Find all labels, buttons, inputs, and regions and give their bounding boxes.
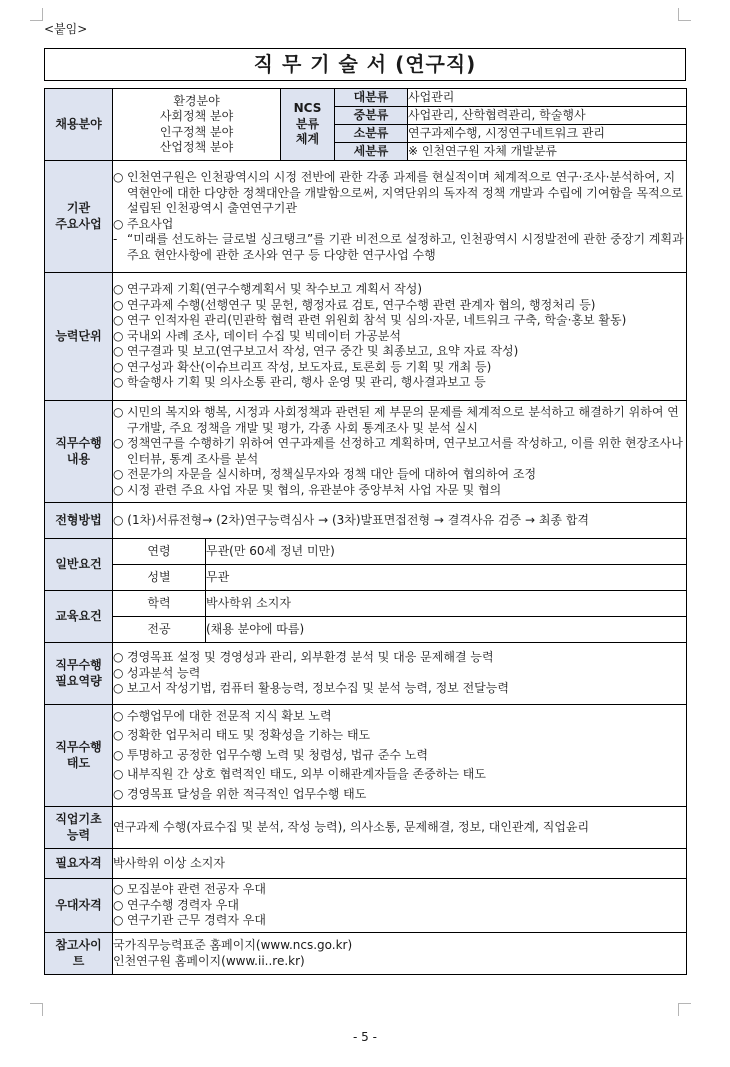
ncs-label: NCS 분류 체계 [281, 89, 335, 161]
crop-mark-bottom-right [678, 1003, 691, 1016]
selection-label: 전형방법 [45, 503, 113, 539]
attitude-content [113, 705, 687, 807]
general-label: 일반요건 [45, 539, 113, 591]
reference-content [113, 933, 687, 975]
duties-content [113, 401, 687, 503]
list-item: ○ 성과분석 능력 [113, 665, 201, 680]
ncs-middle-label: 중분류 [335, 107, 408, 125]
list-item: ○ 수행업무에 대한 전문적 지식 확보 노력 [113, 708, 332, 723]
preferred-label: 우대자격 [45, 879, 113, 933]
attitude-label: 직무수행 태도 [45, 705, 113, 807]
competence-row [45, 643, 687, 705]
gender-label: 성별 [113, 565, 206, 591]
basic-label: 직업기초 능력 [45, 807, 113, 849]
list-item: ○ 국내외 사례 조사, 데이터 수집 및 빅데이터 가공분석 [113, 328, 401, 343]
attachment-label: <붙임> [44, 22, 88, 36]
list-item: ○ 모집분야 관련 전공자 우대 [113, 882, 266, 897]
page-number: - 5 - [353, 1030, 377, 1044]
preferred-row [45, 879, 687, 933]
list-item: ○ 연구기관 근무 경력자 우대 [113, 913, 266, 928]
basic-row [45, 807, 687, 849]
list-item: ○ 정책연구를 수행하기 위하여 연구과제를 선정하고 계획하며, 연구보고서를 작성하고, 이를 위한 현장조사나 인터뷰, 통계 조사를 분석 [113, 436, 683, 466]
selection-row [45, 503, 687, 539]
list-item: ○ 연구과제 수행(선행연구 및 문헌, 행정자료 검토, 연구수행 관련 관계자 협의, 행정처리 등) [113, 297, 596, 312]
education-label: 교육요건 [45, 591, 113, 643]
ncs-row-major [45, 89, 687, 107]
ability-units-label: 능력단위 [45, 273, 113, 401]
list-item: - “미래를 선도하는 글로벌 싱크탱크”를 기관 비전으로 설정하고, 인천광역시 시정발전에 관한 중장기 계획과 주요 현안사항에 관한 조사와 연구 등 다양한 연구사업 수행 [113, 232, 684, 262]
list-item: ○ 인천연구원은 인천광역시의 시정 전반에 관한 각종 과제를 현실적이며 체계적으로 연구·조사·분석하여, 지역현안에 대한 다양한 정책대안을 개발함으로써, 지역단위의 독자적 정책 개발과 수립에 기여함을 목적으로 설립된 인천광역시 출연연구기관 [113, 170, 683, 215]
list-item: ○ 투명하고 공정한 업무수행 노력 및 청렴성, 법규 준수 노력 [113, 747, 428, 762]
reference-link[interactable]: 국가직무능력표준 홈페이지(www.ncs.go.kr) [113, 938, 353, 952]
degree-label: 학력 [113, 591, 206, 617]
crop-mark-bottom-left [30, 1003, 43, 1016]
age-value: 무관(만 60세 정년 미만) [206, 539, 687, 565]
attitude-row [45, 705, 687, 807]
selection-value: ○ (1차)서류전형→ (2차)연구능력심사 → (3차)발표면접전형 → 결격사유 검증 → 최종 합격 [113, 503, 687, 539]
ncs-detail-label: 세분류 [335, 143, 408, 161]
ncs-middle-value: 사업관리, 산학협력관리, 학술행사 [408, 107, 687, 125]
reference-row [45, 933, 687, 975]
ncs-major-value: 사업관리 [408, 89, 687, 107]
preferred-content [113, 879, 687, 933]
list-item: ○ 주요사업 [113, 216, 174, 231]
list-item: ○ 연구결과 및 보고(연구보고서 작성, 연구 중간 및 최종보고, 요약 자료 작성) [113, 344, 519, 359]
list-item: ○ 전문가의 자문을 실시하며, 정책실무자와 정책 대안 들에 대하여 협의하여 조정 [113, 467, 537, 481]
recruit-field: 사회정책 분야 [159, 109, 234, 123]
ncs-minor-label: 소분류 [335, 125, 408, 143]
required-value: 박사학위 이상 소지자 [113, 849, 687, 879]
crop-mark-top-right [678, 8, 691, 21]
recruit-field: 환경분야 [173, 93, 220, 108]
list-item: ○ 연구성과 확산(이슈브리프 작성, 보도자료, 토론회 등 기획 및 개최 등) [113, 359, 492, 374]
list-item: ○ 연구수행 경력자 우대 [113, 897, 239, 912]
list-item: ○ 연구과제 기획(연구수행계획서 및 착수보고 계획서 작성) [113, 282, 423, 297]
major-value: (채용 분야에 따름) [206, 617, 687, 643]
general-row-age [45, 539, 687, 565]
list-item: ○ 경영목표 설정 및 경영성과 관리, 외부환경 분석 및 대응 문제해결 능력 [113, 650, 494, 665]
recruit-fields [113, 89, 281, 161]
institution-content [113, 161, 687, 273]
education-row-degree [45, 591, 687, 617]
ability-units-row [45, 273, 687, 401]
reference-link[interactable]: 인천연구원 홈페이지(www.ii..re.kr) [113, 953, 305, 968]
ncs-minor-value: 연구과제수행, 시정연구네트워크 관리 [408, 125, 687, 143]
list-item: ○ 시민의 복지와 행복, 시정과 사회정책과 관련된 제 부문의 문제를 체계적으로 분석하고 해결하기 위하여 연구개발, 주요 정책을 개발 및 평가, 각종 사회 통계조사 및 분석 실시 [113, 405, 679, 435]
recruit-field: 인구정책 분야 [159, 124, 234, 139]
education-row-major [45, 617, 687, 643]
basic-value: 연구과제 수행(자료수집 및 분석, 작성 능력), 의사소통, 문제해결, 정보, 대인관계, 직업윤리 [113, 807, 687, 849]
competence-label: 직무수행 필요역량 [45, 643, 113, 705]
list-item: ○ 내부직원 간 상호 협력적인 태도, 외부 이해관계자들을 존중하는 태도 [113, 767, 486, 782]
institution-row [45, 161, 687, 273]
ncs-major-label: 대분류 [335, 89, 408, 107]
general-row-gender [45, 565, 687, 591]
list-item: ○ 연구 인적자원 관리(민관학 협력 관련 위원회 참석 및 심의·자문, 네트워크 구축, 학술·홍보 활동) [113, 313, 627, 328]
required-label: 필요자격 [45, 849, 113, 879]
list-item: ○ 경영목표 달성을 위한 적극적인 업무수행 태도 [113, 786, 367, 801]
required-row [45, 849, 687, 879]
gender-value: 무관 [206, 565, 687, 591]
reference-label: 참고사이 트 [45, 933, 113, 975]
list-item: ○ 시정 관련 주요 사업 자문 및 협의, 유관분야 중앙부처 사업 자문 및 협의 [113, 482, 502, 497]
job-description-table [44, 88, 687, 975]
ability-units-content [113, 273, 687, 401]
major-label: 전공 [113, 617, 206, 643]
competence-content [113, 643, 687, 705]
institution-label: 기관 주요사업 [45, 161, 113, 273]
duties-row [45, 401, 687, 503]
ncs-detail-value: ※ 인천연구원 자체 개발분류 [408, 143, 687, 161]
age-label: 연령 [113, 539, 206, 565]
list-item: ○ 학술행사 기획 및 의사소통 관리, 행사 운영 및 관리, 행사결과보고 등 [113, 375, 486, 390]
recruit-label: 채용분야 [45, 89, 113, 161]
crop-mark-top-left [30, 8, 43, 21]
document-title: 직 무 기 술 서 (연구직) [44, 48, 686, 81]
recruit-field: 산업정책 분야 [159, 140, 234, 154]
list-item: ○ 정확한 업무처리 태도 및 정확성을 기하는 태도 [113, 728, 371, 743]
degree-value: 박사학위 소지자 [206, 591, 687, 617]
list-item: ○ 보고서 작성기법, 컴퓨터 활용능력, 정보수집 및 분석 능력, 정보 전달능력 [113, 681, 509, 696]
duties-label: 직무수행 내용 [45, 401, 113, 503]
